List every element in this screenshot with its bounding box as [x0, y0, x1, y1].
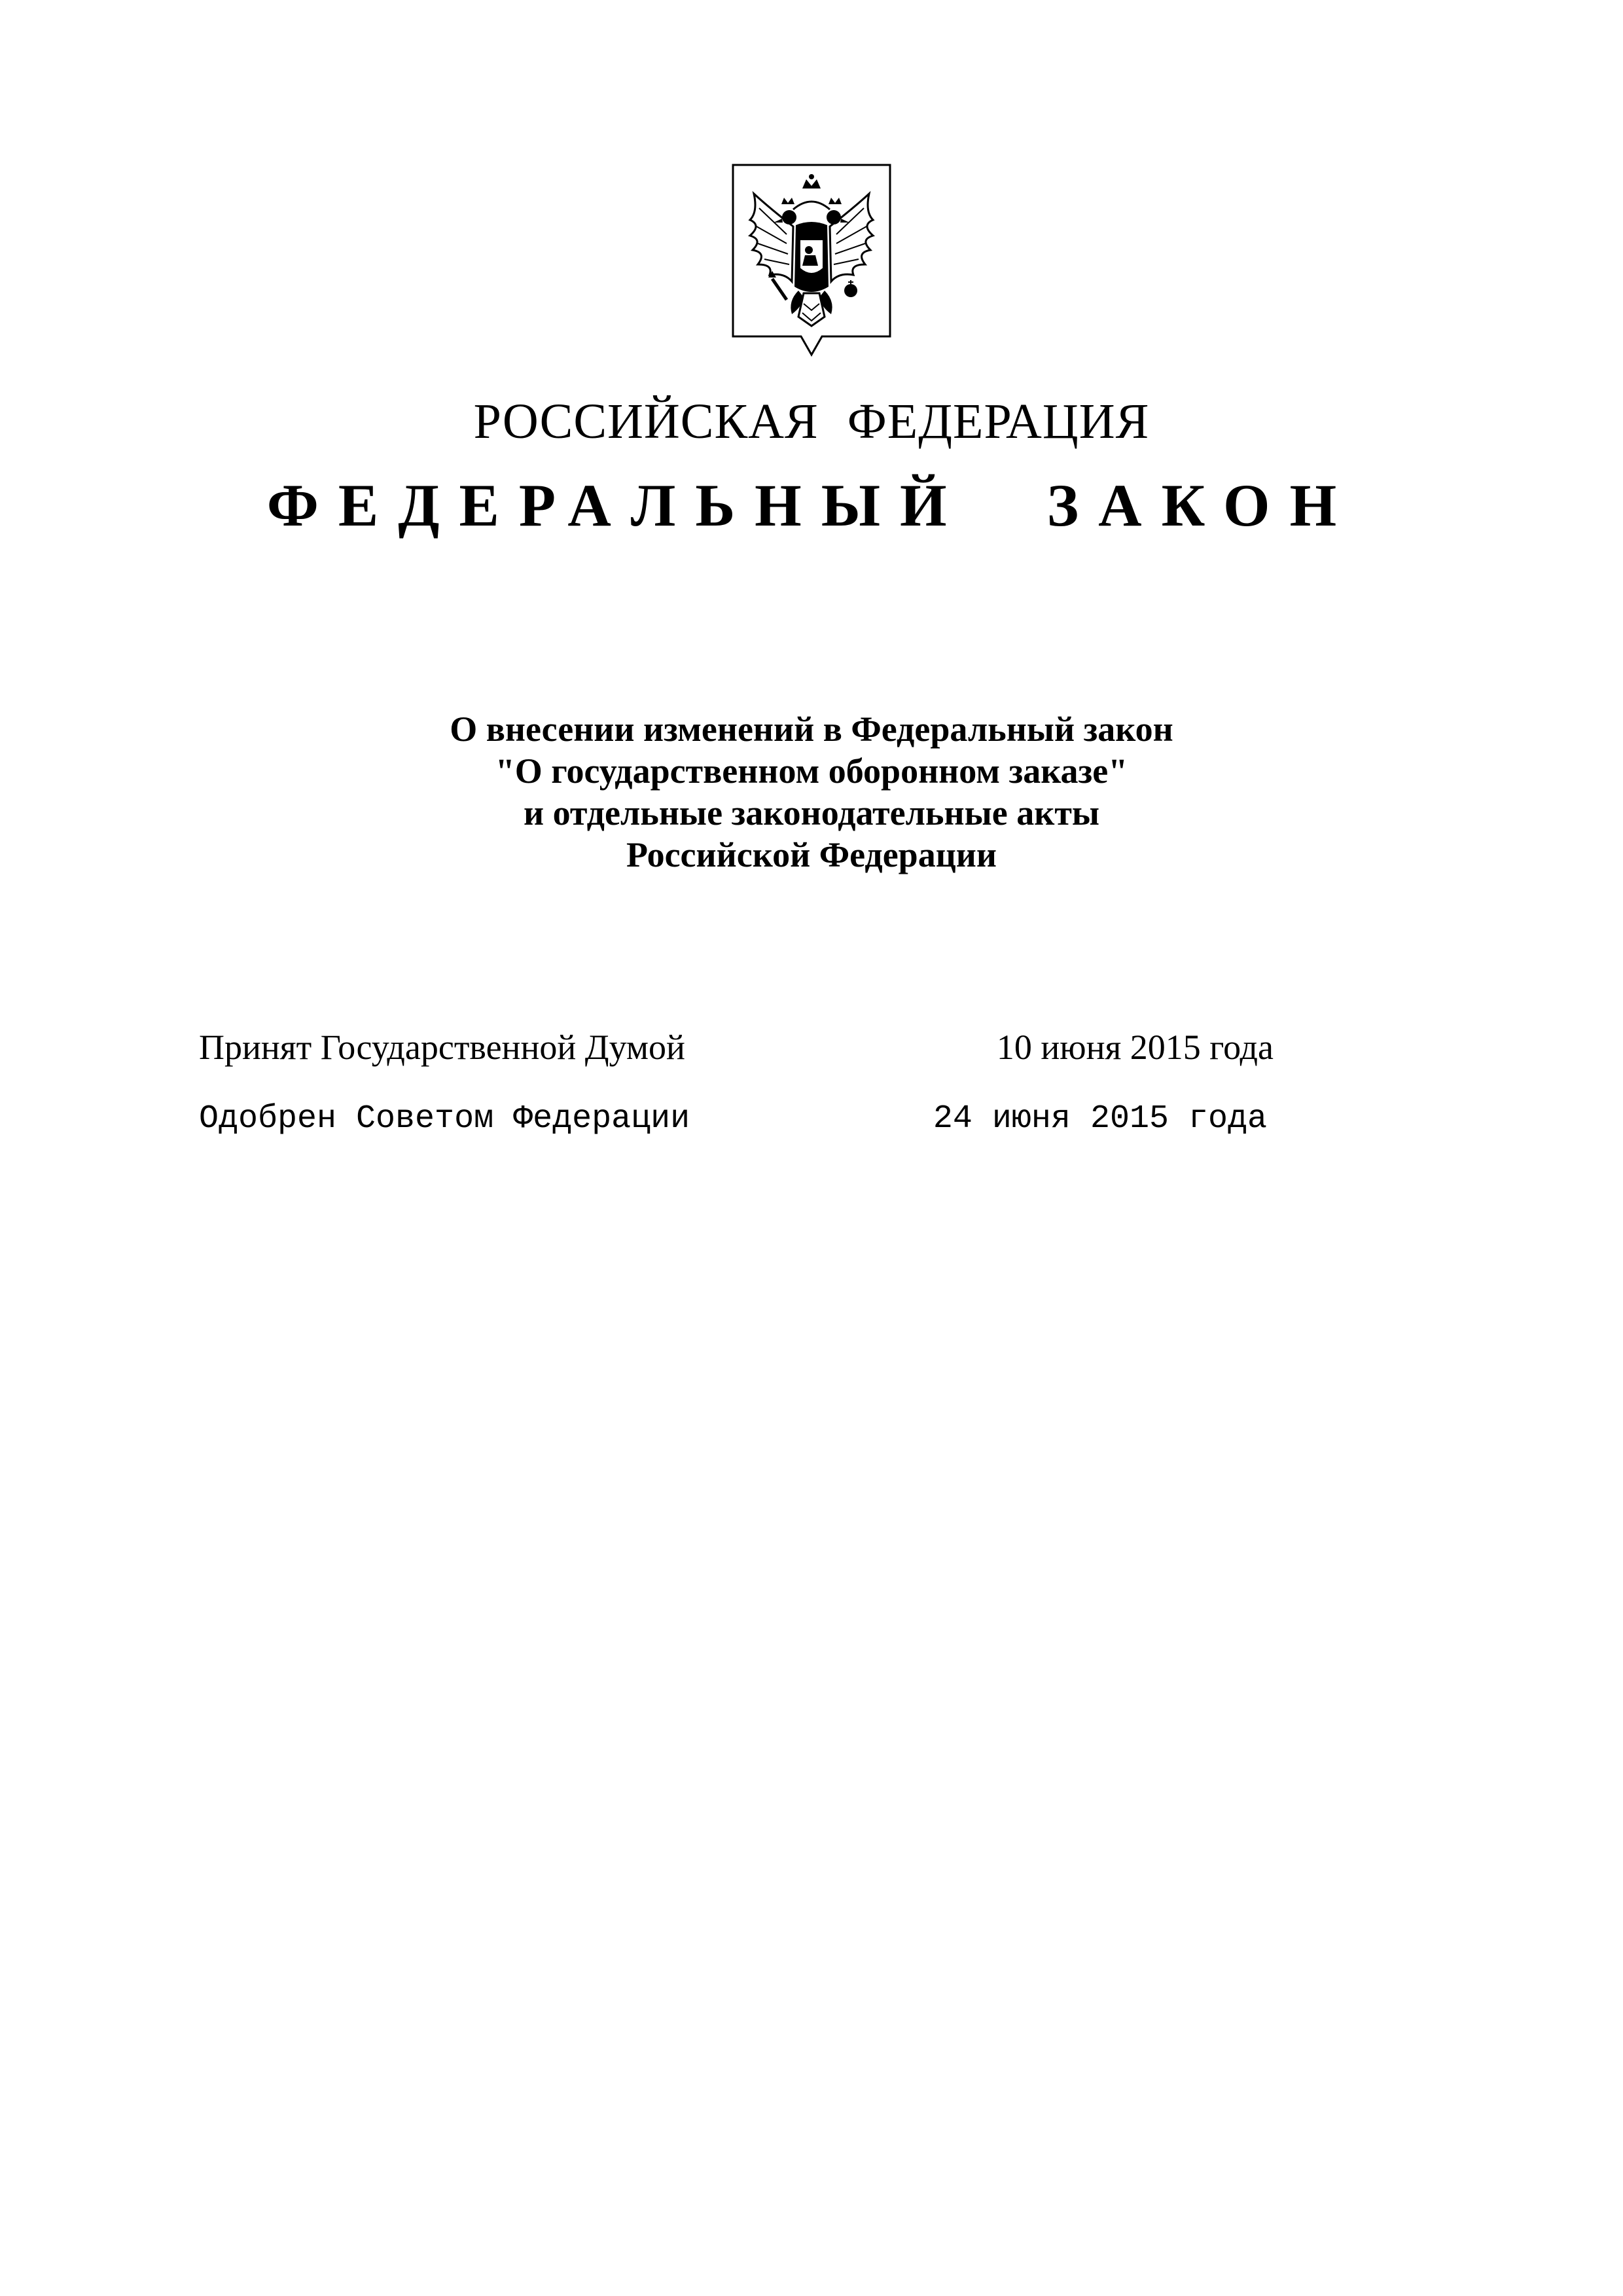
country-name: РОССИЙСКАЯ ФЕДЕРАЦИЯ [473, 394, 1150, 449]
law-title-line: и отдельные законодательные акты [523, 793, 1100, 833]
adoption-date: 24 июня 2015 года [933, 1100, 1267, 1138]
law-title [0, 708, 1623, 876]
adoption-label: Принят Государственной Думой [199, 1028, 685, 1067]
law-title-line: О внесении изменений в Федеральный закон [450, 709, 1173, 749]
adoption-label: Одобрен Советом Федерации [199, 1100, 690, 1138]
law-title-line: "О государственном оборонном заказе" [495, 751, 1128, 791]
document-type: ФЕДЕРАЛЬНЫЙ ЗАКОН [266, 472, 1357, 539]
russian-coat-of-arms-icon [730, 162, 893, 365]
law-title-line: Российской Федерации [626, 835, 997, 874]
adoption-row-state-duma [0, 1021, 1623, 1073]
adoption-date: 10 июня 2015 года [996, 1028, 1274, 1067]
adoption-row-federation-council [0, 1093, 1623, 1145]
